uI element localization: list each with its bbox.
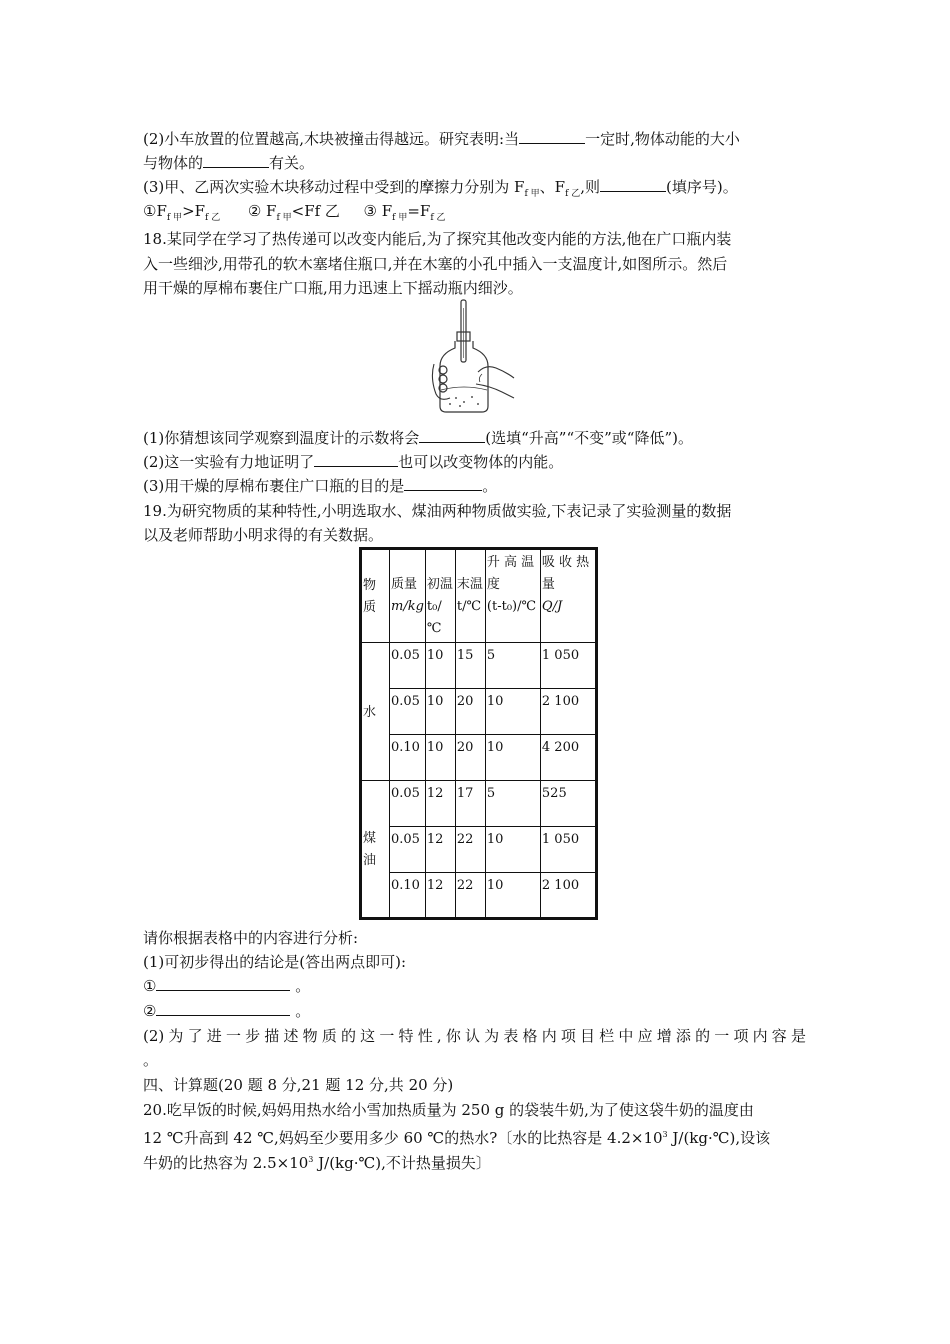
- cell-rise: 10: [485, 689, 540, 735]
- q20-line1: 20.吃早饭的时候,妈妈用热水给小雪加热质量为 250 g 的袋装牛奶,为了使这袋牛奶的温度由: [143, 1101, 754, 1119]
- cell-rise: 10: [485, 873, 540, 919]
- cell-t: 20: [455, 735, 485, 781]
- option-text: <Ff 乙: [291, 202, 340, 220]
- cell-t0: 12: [425, 873, 455, 919]
- cell-heat: 2 100: [540, 873, 596, 919]
- q18-s2-text-a: (2)这一实验有力地证明了: [143, 453, 315, 471]
- table-row: [361, 689, 597, 735]
- answer-blank[interactable]: [600, 175, 666, 192]
- q20-line2: [143, 1123, 770, 1150]
- option-3: [363, 202, 446, 223]
- q19-analysis-prompt: 请你根据表格中的内容进行分析:: [143, 929, 359, 947]
- q20-text: J/(kg·℃),不计热量损失〕: [313, 1154, 491, 1172]
- subscript: f 甲: [524, 189, 540, 199]
- answer-blank[interactable]: [156, 999, 290, 1016]
- cell-heat: 2 100: [540, 689, 596, 735]
- cell-rise: 5: [485, 643, 540, 689]
- subscript: f 甲: [392, 213, 408, 223]
- substance-kerosene: 煤油: [361, 781, 390, 919]
- q20-text: 牛奶的比热容为 2.5×10: [143, 1154, 309, 1172]
- q18-s3-text-b: 。: [482, 477, 498, 495]
- q18-sub3: [143, 474, 497, 498]
- subscript: f 甲: [276, 213, 292, 223]
- answer-blank[interactable]: [404, 474, 482, 491]
- cell-rise: 10: [485, 735, 540, 781]
- data-table: [359, 547, 598, 920]
- header-unit: t₀/℃: [426, 599, 442, 636]
- superscript: 3: [308, 1155, 314, 1164]
- q18-intro-line1: 18.某同学在学习了热传递可以改变内能后,为了探究其他改变内能的方法,他在广口瓶内装: [143, 230, 732, 248]
- cell-rise: 5: [485, 781, 540, 827]
- q17-part2-line1: [143, 127, 740, 151]
- cell-t0: 12: [425, 827, 455, 873]
- cell-t: 22: [455, 827, 485, 873]
- header-text: 初温: [426, 577, 453, 592]
- section-title: 四、计算题(20 题 8 分,21 题 12 分,共 20 分): [143, 1076, 454, 1094]
- cell-mass: 0.10: [390, 735, 426, 781]
- q17-p2-text-d: 有关。: [269, 154, 315, 172]
- subscript: f 乙: [430, 213, 446, 223]
- q19-intro-line2: 以及老师帮助小明求得的有关数据。: [143, 526, 384, 544]
- q19-intro-line1: 19.为研究物质的某种特性,小明选取水、煤油两种物质做实验,下表记录了实验测量的数据: [143, 502, 732, 520]
- q20-text: 12 ℃升高到 42 ℃,妈妈至少要用多少 60 ℃的热水?〔水的比热容是 4.2×10: [143, 1129, 663, 1147]
- cell-mass: 0.05: [390, 827, 426, 873]
- q19-part2-end: [143, 1048, 158, 1072]
- option-text: ①F: [143, 202, 167, 220]
- cell-t0: 10: [425, 735, 455, 781]
- q18-sub2: [143, 450, 563, 474]
- q18-s2-text-b: 也可以改变物体的内能。: [398, 453, 564, 471]
- header-initial-temp: [425, 549, 455, 643]
- header-unit: m/kg: [391, 599, 424, 614]
- cell-mass: 0.10: [390, 873, 426, 919]
- subscript: f 乙: [205, 213, 221, 223]
- table-header-row: [361, 549, 597, 643]
- header-heat-absorbed: [540, 549, 596, 643]
- table-row: [361, 781, 597, 827]
- cell-t: 22: [455, 873, 485, 919]
- substance-water: 水: [361, 643, 390, 781]
- period: 。: [295, 1002, 311, 1020]
- cell-t0: 10: [425, 689, 455, 735]
- superscript: 3: [662, 1130, 668, 1139]
- period: 。: [295, 977, 311, 995]
- cell-heat: 4 200: [540, 735, 596, 781]
- header-mass: [390, 549, 426, 643]
- option-text: =F: [407, 202, 431, 220]
- header-text: 升 高 温度: [486, 555, 535, 592]
- header-text: 吸 收 热量: [541, 555, 590, 592]
- q17-p3-text-a: (3)甲、乙两次实验木块移动过程中受到的摩擦力分别为 F: [143, 178, 525, 196]
- answer-blank[interactable]: [203, 151, 269, 168]
- subscript: f 甲: [166, 213, 183, 223]
- q19-conclusion-prompt: (1)可初步得出的结论是(答出两点即可):: [143, 953, 407, 971]
- header-final-temp: [455, 549, 485, 643]
- cell-t: 20: [455, 689, 485, 735]
- bottle-thermometer-illustration: [430, 298, 516, 416]
- table-row: [361, 643, 597, 689]
- q18-sub1: [143, 426, 693, 450]
- cell-mass: 0.05: [390, 781, 426, 827]
- q17-p2-text-a: (2)小车放置的位置越高,木块被撞击得越远。研究表明:当: [143, 130, 520, 148]
- subscript: f 乙: [565, 189, 581, 199]
- q17-p3-text-c: (填序号)。: [666, 178, 738, 196]
- q17-p2-text-c: 与物体的: [143, 154, 204, 172]
- q18-s3-text-a: (3)用干燥的厚棉布裹住广口瓶的目的是: [143, 477, 405, 495]
- option-1: [143, 202, 221, 223]
- answer-blank[interactable]: [519, 127, 585, 144]
- table-row: [361, 873, 597, 919]
- header-unit: Q/J: [541, 599, 563, 614]
- cell-t0: 10: [425, 643, 455, 689]
- cell-mass: 0.05: [390, 643, 426, 689]
- cell-t: 17: [455, 781, 485, 827]
- answer-blank[interactable]: [419, 426, 485, 443]
- header-substance: 物质: [361, 549, 390, 643]
- answer-blank[interactable]: [314, 450, 398, 467]
- q20-line3: [143, 1148, 491, 1175]
- cell-rise: 10: [485, 827, 540, 873]
- header-unit: t/℃: [456, 599, 482, 614]
- circle-number: ②: [143, 1002, 157, 1020]
- option-text: >F: [182, 202, 206, 220]
- q17-p3-text-b: ,则: [580, 178, 601, 196]
- header-unit: (t-t₀)/℃: [486, 599, 537, 614]
- option-text: ② F: [247, 202, 277, 220]
- header-temp-rise: [485, 549, 540, 643]
- option-text: ③ F: [363, 202, 393, 220]
- q20-text: J/(kg·℃),设该: [667, 1129, 771, 1147]
- cell-mass: 0.05: [390, 689, 426, 735]
- cell-t: 15: [455, 643, 485, 689]
- q18-intro-line3: 用干燥的厚棉布裹住广口瓶,用力迅速上下摇动瓶内细沙。: [143, 279, 523, 297]
- q17-p3-text-mid: 、F: [539, 178, 566, 196]
- cell-heat: 1 050: [540, 827, 596, 873]
- answer-blank[interactable]: [156, 974, 290, 991]
- table-row: [361, 827, 597, 873]
- bottle-thermometer-figure: [430, 298, 516, 416]
- q18-s1-text-a: (1)你猜想该同学观察到温度计的示数将会: [143, 429, 420, 447]
- option-2: [247, 202, 340, 223]
- q19-part2: (2)为了进一步描述物质的这一特性,你认为表格内项目栏中应增添的一项内容是: [143, 1027, 806, 1045]
- q18-intro-line2: 入一些细沙,用带孔的软木塞堵住瓶口,并在木塞的小孔中插入一支温度计,如图所示。然后: [143, 255, 728, 273]
- header-text: 末温: [456, 577, 483, 592]
- period: 。: [143, 1051, 159, 1069]
- cell-t0: 12: [425, 781, 455, 827]
- q19-conclusion-1: [143, 974, 310, 998]
- header-text: 质量: [391, 577, 418, 592]
- q19-conclusion-2: [143, 999, 310, 1023]
- table-row: [361, 735, 597, 781]
- q18-s1-text-b: (选填“升高”“不变”或“降低”)。: [485, 429, 693, 447]
- circle-number: ①: [143, 977, 157, 995]
- cell-heat: 525: [540, 781, 596, 827]
- q17-part2-line2: [143, 151, 314, 175]
- cell-heat: 1 050: [540, 643, 596, 689]
- q17-options: [143, 199, 446, 230]
- q17-p2-text-b: 一定时,物体动能的大小: [585, 130, 740, 148]
